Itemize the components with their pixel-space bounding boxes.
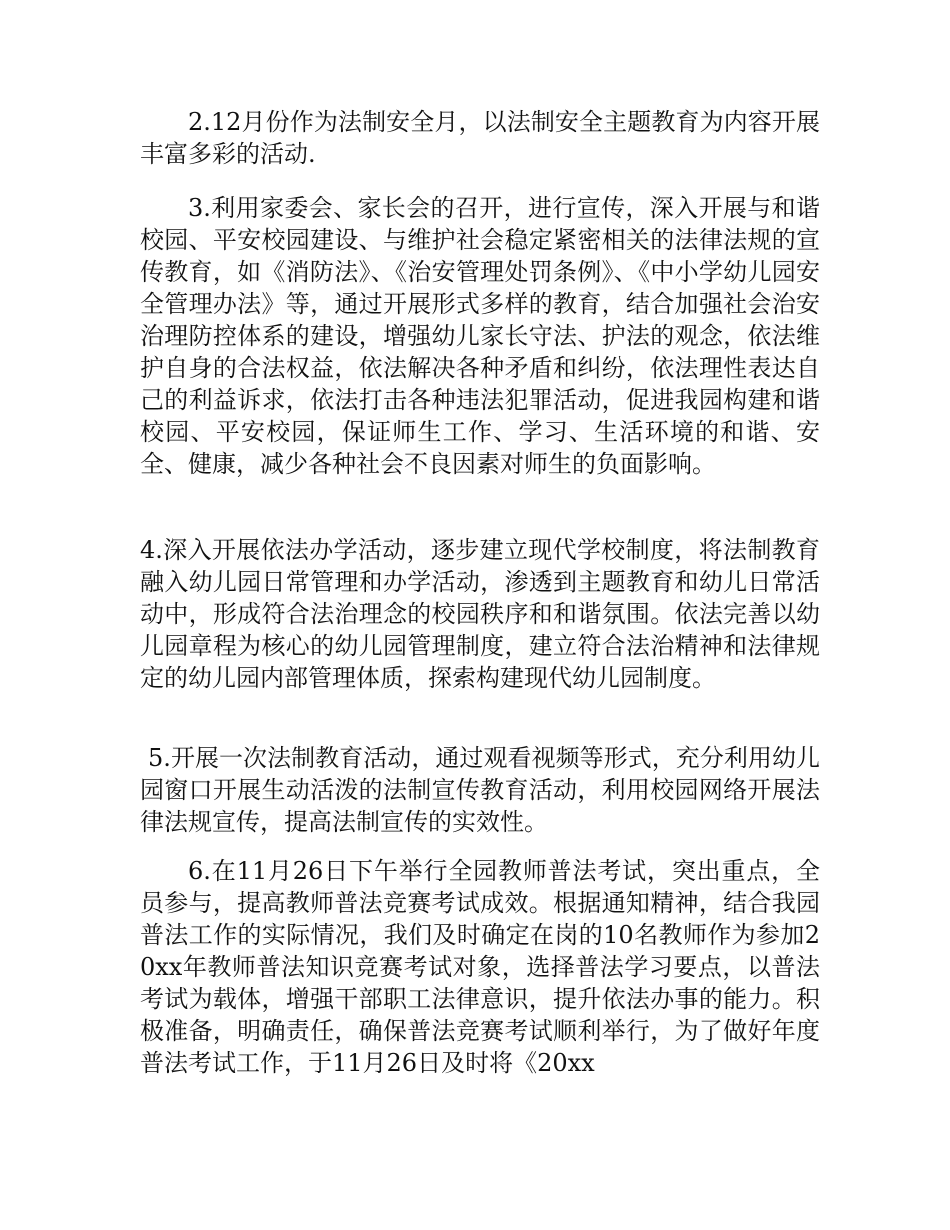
paragraph-item-4: 4.深入开展依法办学活动，逐步建立现代学校制度，将法制教育融入幼儿园日常管理和办学活动，渗透到主题教育和幼儿日常活动中，形成符合法治理念的校园秩序和和谐氛围。依法完善以幼儿园章程为核心的幼儿园管理制度，建立符合法治精神和法律规定的幼儿园内部管理体质，探索构建现代幼儿园制度。 (140, 536, 820, 692)
paragraph-item-2: 2.12月份作为法制安全月，以法制安全主题教育为内容开展丰富多彩的活动. (140, 108, 820, 168)
paragraph-item-6: 6.在11月26日下午举行全园教师普法考试，突出重点，全员参与，提高教师普法竞赛考试成效。根据通知精神，结合我园普法工作的实际情况，我们及时确定在岗的10名教师作为参加20xx年教师普法知识竞赛考试对象，选择普法学习要点，以普法考试为载体，增强干部职工法律意识，提升依法办事的能力。积极准备，明确责任，确保普法竞赛考试顺利举行，为了做好年度普法考试工作，于11月26日及时将《20xx (140, 857, 820, 1077)
paragraph-item-5: 5.开展一次法制教育活动，通过观看视频等形式，充分利用幼儿园窗口开展生动活泼的法制宣传教育活动，利用校园网络开展法律法规宣传，提高法制宣传的实效性。 (140, 744, 820, 836)
paragraph-item-3: 3.利用家委会、家长会的召开，进行宣传，深入开展与和谐校园、平安校园建设、与维护社会稳定紧密相关的法律法规的宣传教育，如《消防法》、《治安管理处罚条例》、《中小学幼儿园安全管理办法》等，通过开展形式多样的教育，结合加强社会治安治理防控体系的建设，增强幼儿家长守法、护法的观念，依法维护自身的合法权益，依法解决各种矛盾和纠纷，依法理性表达自己的利益诉求，依法打击各种违法犯罪活动，促进我园构建和谐校园、平安校园，保证师生工作、学习、生活环境的和谐、安全、健康，减少各种社会不良因素对师生的负面影响。 (140, 194, 820, 478)
